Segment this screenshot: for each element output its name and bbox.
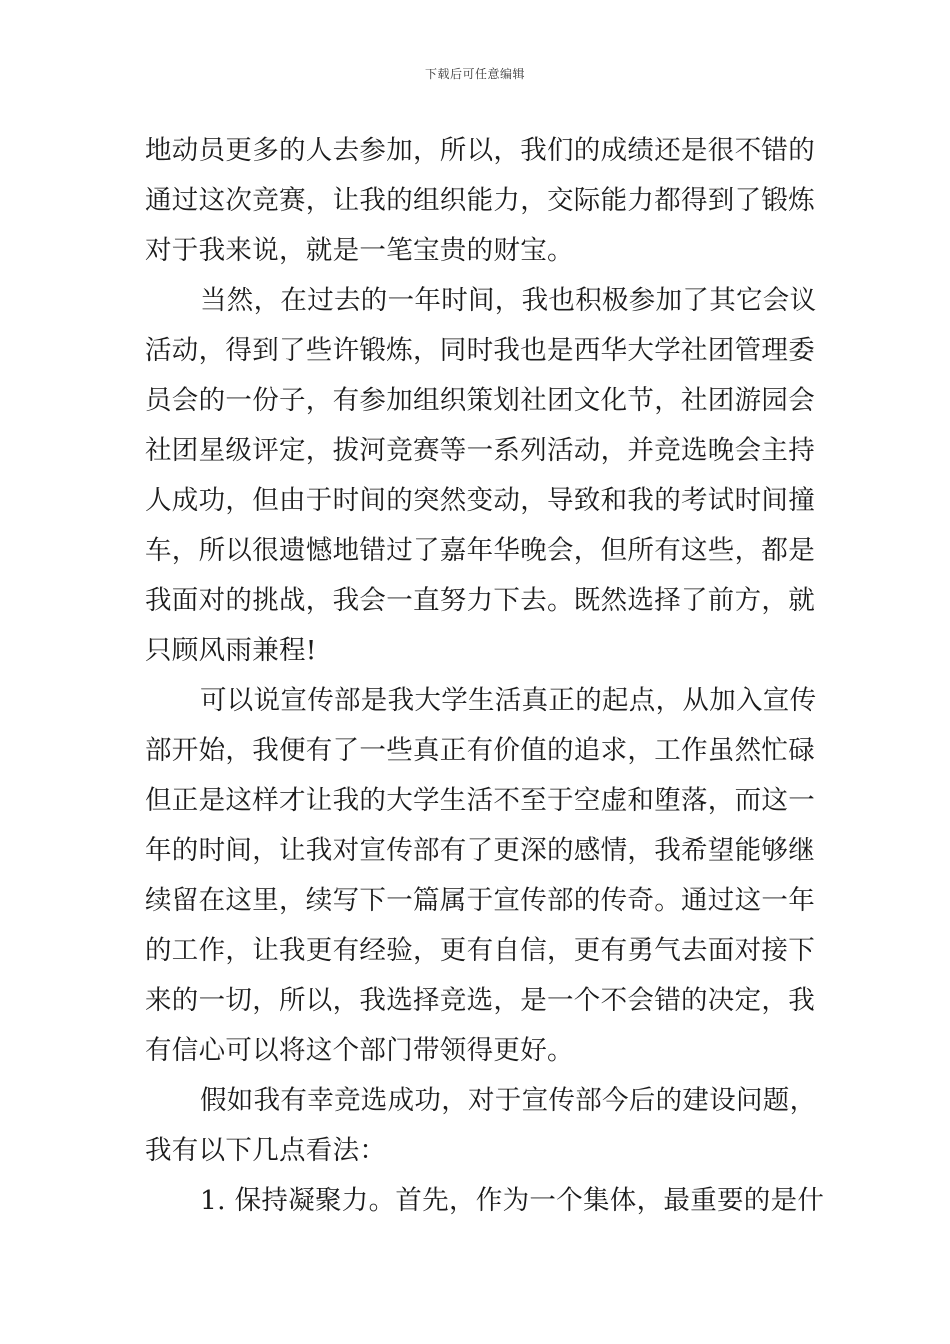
text-line: 我有以下几点看法： — [145, 1135, 387, 1166]
paragraph-first-line: 当然，在过去的一年时间，我也积极参加了其它会议 — [200, 285, 817, 316]
text-line: 年的时间，让我对宣传部有了更深的感情，我希望能够继 — [145, 835, 815, 866]
text-line: 的工作，让我更有经验，更有自信，更有勇气去面对接下 — [145, 935, 815, 966]
text-line: 我面对的挑战，我会一直努力下去。既然选择了前方，就 — [145, 585, 815, 616]
text-line: 只顾风雨兼程! — [145, 635, 317, 666]
text-line: 人成功，但由于时间的突然变动，导致和我的考试时间撞 — [145, 485, 815, 516]
text-line: 部开始，我便有了一些真正有价值的追求，工作虽然忙碌 — [145, 735, 815, 766]
text-line: 续留在这里，续写下一篇属于宣传部的传奇。通过这一年 — [145, 885, 815, 916]
text-line: 员会的一份子，有参加组织策划社团文化节，社团游园会 — [145, 385, 815, 416]
paragraph-first-line: 假如我有幸竞选成功，对于宣传部今后的建设问题， — [200, 1085, 817, 1116]
text-line: 社团星级评定，拔河竞赛等一系列活动，并竞选晚会主持 — [145, 435, 815, 466]
text-line: 来的一切，所以，我选择竞选，是一个不会错的决定，我 — [145, 985, 815, 1016]
text-line: 车，所以很遗憾地错过了嘉年华晚会，但所有这些，都是 — [145, 535, 815, 566]
text-line: 有信心可以将这个部门带领得更好。 — [145, 1035, 574, 1066]
list-item-first-line: 1. 保持凝聚力。首先，作为一个集体，最重要的是什 — [200, 1185, 825, 1216]
document-body — [145, 126, 825, 1226]
text-line: 对于我来说，就是一笔宝贵的财宝。 — [145, 235, 574, 266]
paragraph-first-line: 可以说宣传部是我大学生活真正的起点，从加入宣传 — [200, 685, 817, 716]
text-line: 活动，得到了些许锻炼，同时我也是西华大学社团管理委 — [145, 335, 815, 366]
text-line: 地动员更多的人去参加，所以，我们的成绩还是很不错的 — [145, 135, 815, 166]
text-line: 但正是这样才让我的大学生活不至于空虚和堕落，而这一 — [145, 785, 815, 816]
text-line: 通过这次竞赛，让我的组织能力，交际能力都得到了锻炼 — [145, 185, 815, 216]
page-header: 下载后可任意编辑 — [424, 67, 525, 81]
